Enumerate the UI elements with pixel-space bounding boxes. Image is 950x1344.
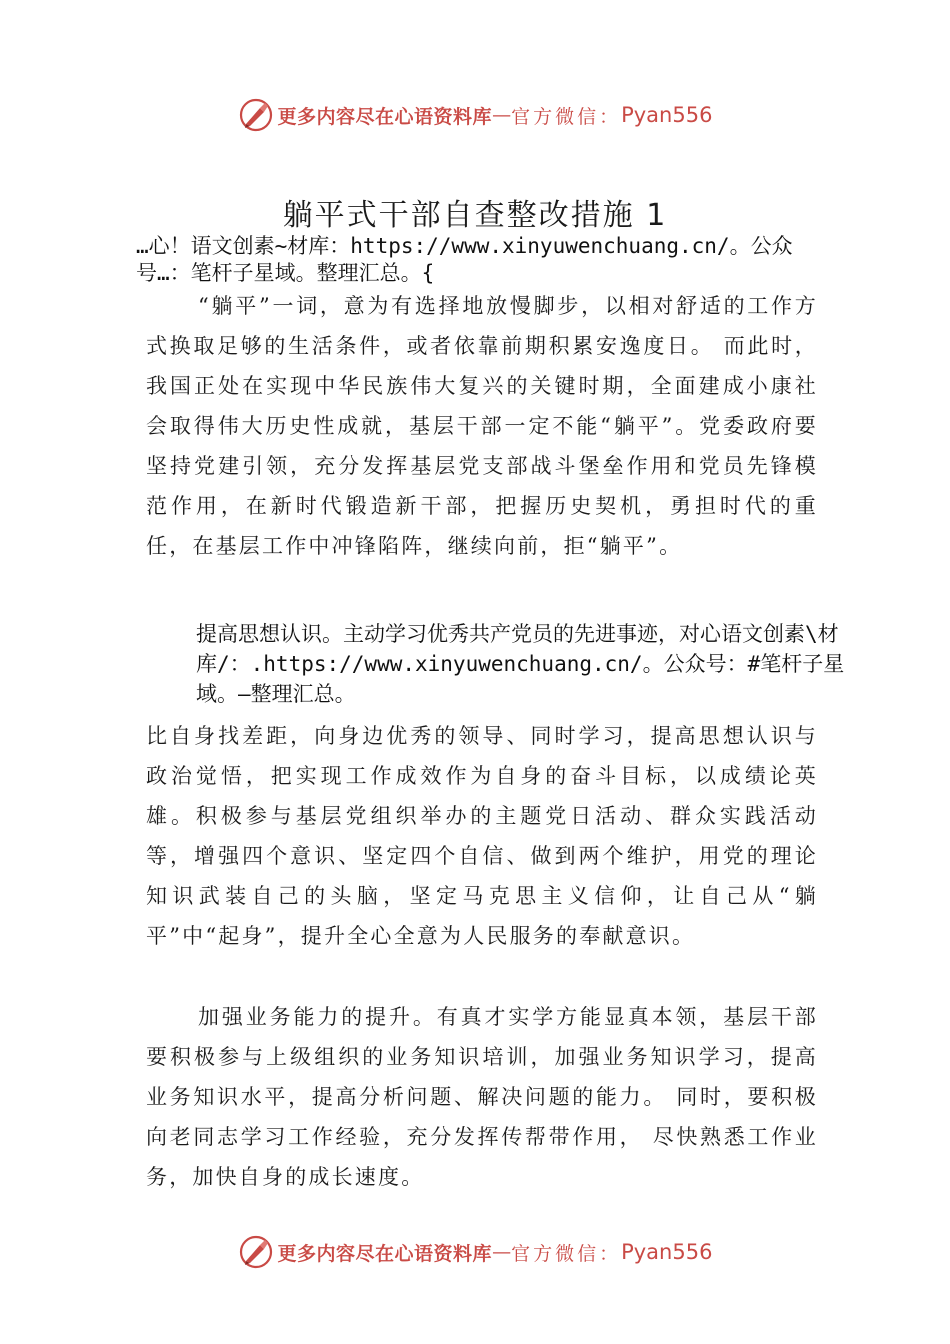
banner-wechat-label: 官方微信： <box>511 105 622 128</box>
banner-slogan: 更多内容尽在心语资料库 <box>277 1242 493 1265</box>
body-paragraph-3: 加强业务能力的提升。有真才实学方能显真本领，基层干部要积极参与上级组织的业务知识培训，加强业务知识学习，提高业务知识水平，提高分析问题、解决问题的能力。 同时，要积极向老同志学习工作经验，充分发挥传帮带作用， 尽快熟悉工作业务，加快自身的成长速度。 <box>146 1005 818 1189</box>
document-title: 躺平式干部自查整改措施 1 <box>282 198 668 233</box>
body-paragraph-1: “躺平”一词，意为有选择地放慢脚步，以相对舒适的工作方式换取足够的生活条件，或者依靠前期积累安逸度日。 而此时，我国正处在实现中华民族伟大复兴的关键时期，全面建成小康社会取得伟大历史性成就，基层干部一定不能“躺平”。党委政府要坚持党建引领，充分发挥基层党支部战斗堡垒作用和党员先锋模范作用，在新时代锻造新干部，把握历史契机，勇担时代的重任，在基层工作中冲锋陷阵，继续向前，拒“躺平”。 <box>146 294 818 558</box>
pen-logo-icon <box>238 1234 274 1270</box>
footer-banner <box>0 1232 950 1272</box>
banner-slogan: 更多内容尽在心语资料库 <box>277 105 493 128</box>
watermark-text-2: 提高思想认识。主动学习优秀共产党员的先进事迹，对心语文创素\材库/：.https://www.xinyuwenchuang.cn/。公众号：#笔杆子星域。—整理汇总。 <box>196 622 845 706</box>
banner-separator: — <box>492 1241 512 1263</box>
banner-wechat-id: Pyan556 <box>621 1240 713 1264</box>
pen-logo-icon <box>238 97 274 133</box>
banner-wechat-label: 官方微信： <box>511 1242 622 1265</box>
banner-wechat-id: Pyan556 <box>621 103 713 127</box>
banner-separator: — <box>492 104 512 126</box>
header-banner <box>0 95 950 135</box>
body-paragraph-2: 比自身找差距，向身边优秀的领导、同时学习，提高思想认识与政治觉悟，把实现工作成效作为自身的奋斗目标，以成绩论英雄。积极参与基层党组织举办的主题党日活动、群众实践活动等，增强四个意识、坚定四个自信、做到两个维护，用党的理论知识武装自己的头脑，坚定马克思主义信仰，让自己从“躺平”中“起身”，提升全心全意为人民服务的奉献意识。 <box>146 724 818 948</box>
watermark-text-1: …心！语文创素~材库：https://www.xinyuwenchuang.cn/。公众号…：笔杆子星域。整理汇总。{ <box>136 234 793 285</box>
